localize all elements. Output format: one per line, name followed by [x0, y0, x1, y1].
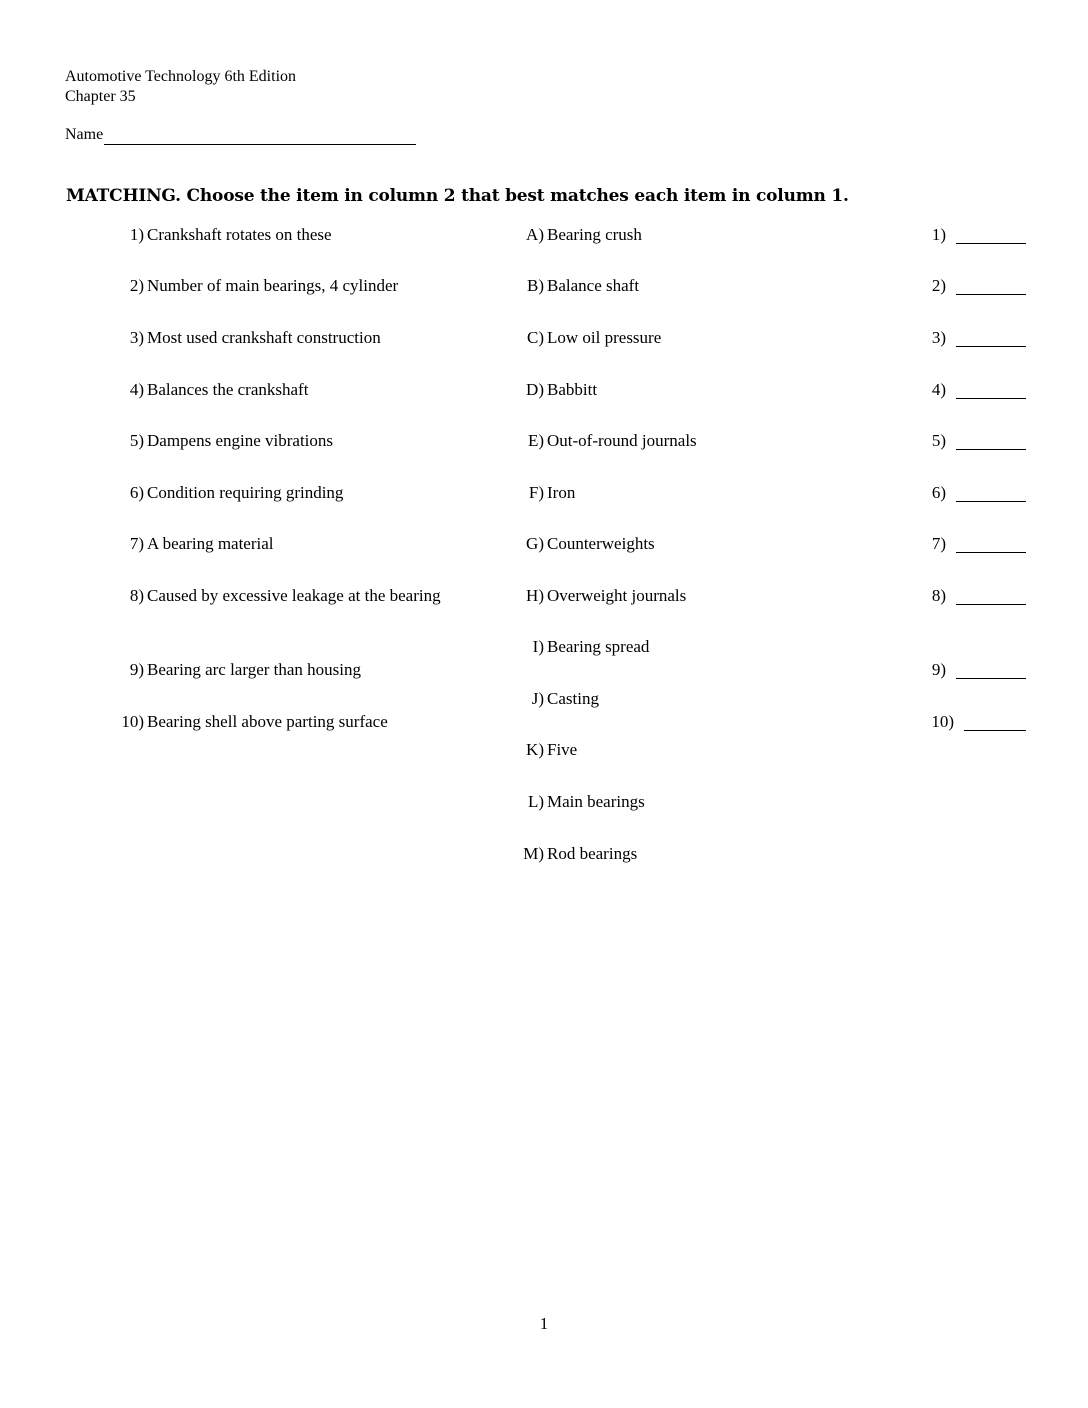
choice-item: [519, 635, 849, 658]
question-text: A bearing material: [147, 534, 274, 553]
choice-item: [519, 532, 849, 555]
answer-row: [900, 532, 1026, 555]
answer-blank[interactable]: [956, 346, 1026, 347]
question-number: 8): [129, 586, 144, 605]
choice-letter: I): [532, 637, 544, 656]
answer-row: [900, 658, 1026, 681]
answer-number: 9): [931, 660, 946, 679]
choice-item: [519, 378, 849, 401]
answer-blank[interactable]: [956, 398, 1026, 399]
answer-row: [900, 326, 1026, 349]
name-label: Name: [65, 126, 104, 143]
choice-text: Balance shaft: [547, 276, 640, 295]
choice-text: Counterweights: [547, 534, 655, 553]
question-item: [104, 274, 484, 324]
answer-number: 4): [931, 380, 946, 399]
question-number: 3): [129, 328, 144, 347]
choice-item: [519, 223, 849, 246]
name-blank-line[interactable]: [104, 124, 416, 145]
question-item: [104, 532, 484, 582]
choice-text: Five: [547, 740, 578, 759]
answer-row: [900, 584, 1026, 607]
question-item: [104, 223, 484, 273]
question-item: [104, 584, 484, 634]
choice-text: Out-of-round journals: [547, 431, 697, 450]
answer-number: 2): [931, 276, 946, 295]
choice-text: Main bearings: [547, 792, 645, 811]
question-text: Balances the crankshaft: [147, 380, 309, 399]
choice-letter: H): [526, 586, 544, 605]
question-item: [104, 326, 484, 376]
choice-letter: B): [527, 276, 544, 295]
question-item: [104, 429, 484, 479]
question-number: 9): [129, 660, 144, 679]
question-number: 6): [129, 483, 144, 502]
answer-blank[interactable]: [956, 449, 1026, 450]
answer-number: 6): [931, 483, 946, 502]
choice-text: Bearing crush: [547, 225, 642, 244]
question-number: 4): [129, 380, 144, 399]
answer-blank[interactable]: [956, 552, 1026, 553]
choice-item: [519, 790, 849, 813]
choice-text: Rod bearings: [547, 844, 638, 863]
answer-blank[interactable]: [956, 501, 1026, 502]
choice-letter: M): [523, 844, 544, 863]
choice-letter: J): [531, 689, 544, 708]
question-text: Condition requiring grinding: [147, 483, 344, 502]
answer-number: 8): [931, 586, 946, 605]
answer-row: [900, 481, 1026, 504]
choice-item: [519, 584, 849, 607]
instructions: MATCHING. Choose the item in column 2 that best matches each item in column 1.: [66, 186, 849, 206]
choice-item: [519, 687, 849, 710]
answer-row: [900, 223, 1026, 246]
question-text: Bearing shell above parting surface: [147, 712, 388, 731]
answer-blank[interactable]: [956, 243, 1026, 244]
choice-item: [519, 274, 849, 297]
answer-blank[interactable]: [964, 730, 1026, 731]
question-item: [104, 710, 484, 760]
answer-row: [900, 710, 1026, 733]
question-item: [104, 658, 484, 708]
choice-item: [519, 326, 849, 349]
answer-blank[interactable]: [956, 678, 1026, 679]
choice-text: Overweight journals: [547, 586, 687, 605]
choice-text: Babbitt: [547, 380, 598, 399]
name-field-row: [65, 124, 416, 145]
choice-text: Casting: [547, 689, 599, 708]
question-number: 10): [121, 712, 144, 731]
question-number: 2): [129, 276, 144, 295]
question-number: 5): [129, 431, 144, 450]
answer-row: [900, 378, 1026, 401]
choice-letter: E): [527, 431, 544, 450]
choice-item: [519, 738, 849, 761]
question-text: Dampens engine vibrations: [147, 431, 334, 450]
choice-letter: F): [528, 483, 544, 502]
question-item: [104, 481, 484, 531]
question-text: Bearing arc larger than housing: [147, 660, 362, 679]
choice-text: Iron: [547, 483, 576, 502]
answer-blank[interactable]: [956, 604, 1026, 605]
question-text: Number of main bearings, 4 cylinder: [147, 276, 399, 295]
answer-row: [900, 429, 1026, 452]
answer-number: 1): [931, 225, 946, 244]
choice-item: [519, 429, 849, 452]
choice-letter: D): [526, 380, 544, 399]
choice-letter: L): [527, 792, 544, 811]
question-text: Most used crankshaft construction: [147, 328, 381, 347]
answer-row: [900, 274, 1026, 297]
answer-number: 10): [931, 712, 954, 731]
question-number: 7): [129, 534, 144, 553]
question-number: 1): [129, 225, 144, 244]
answer-number: 3): [931, 328, 946, 347]
choice-item: [519, 481, 849, 504]
page-number: 1: [539, 1314, 549, 1333]
question-item: [104, 378, 484, 428]
choice-letter: G): [526, 534, 544, 553]
question-text: Crankshaft rotates on these: [147, 225, 332, 244]
answer-blank[interactable]: [956, 294, 1026, 295]
choice-text: Bearing spread: [547, 637, 650, 656]
question-text: Caused by excessive leakage at the bearing: [147, 586, 441, 605]
book-title: Automotive Technology 6th Edition: [65, 68, 297, 85]
chapter-label: Chapter 35: [65, 88, 136, 105]
choice-text: Low oil pressure: [547, 328, 662, 347]
answer-number: 5): [931, 431, 946, 450]
choice-item: [519, 842, 849, 865]
answer-number: 7): [931, 534, 946, 553]
choice-letter: A): [526, 225, 544, 244]
choice-letter: C): [527, 328, 544, 347]
choice-letter: K): [526, 740, 544, 759]
